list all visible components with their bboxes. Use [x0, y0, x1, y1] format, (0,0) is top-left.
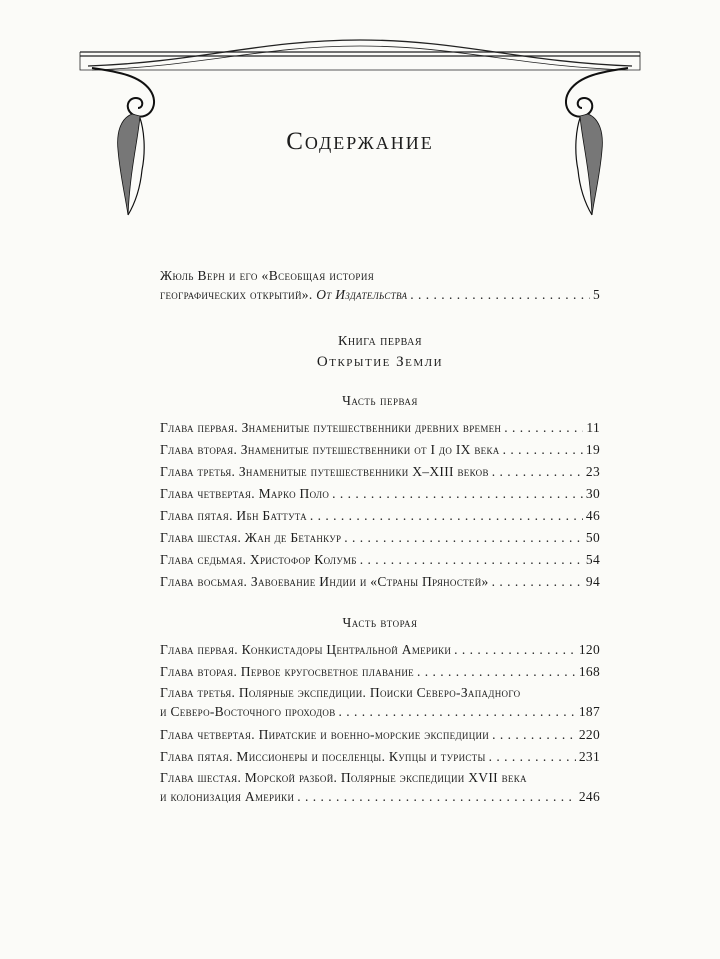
toc-entry	[160, 549, 600, 571]
leader-dots	[360, 549, 583, 571]
leader-dots	[504, 417, 583, 439]
leader-dots	[489, 746, 576, 768]
entry-title: Глава седьмая. Христофор Колумб	[160, 552, 357, 567]
toc-entry	[160, 417, 600, 439]
table-of-contents	[160, 266, 600, 809]
leader-dots	[492, 571, 583, 593]
leader-dots	[310, 505, 583, 527]
entry-title: Глава первая. Конкистадоры Центральной Америки	[160, 642, 452, 657]
toc-entry-multiline	[160, 683, 600, 721]
entry-title: Глава вторая. Знаменитые путешественники от I до IX века	[160, 442, 500, 457]
toc-entry-multiline	[160, 768, 600, 806]
toc-entry	[160, 639, 600, 661]
leader-dots	[332, 483, 583, 505]
page-number: 168	[578, 664, 600, 679]
leader-dots	[417, 661, 576, 683]
toc-intro-entry	[160, 266, 600, 304]
page-number: 94	[585, 574, 600, 589]
toc-entry	[160, 527, 600, 549]
part-1-label: Часть первая	[342, 393, 418, 408]
intro-line-2	[160, 285, 600, 304]
entry-title-line-2	[160, 702, 600, 721]
page-number: 11	[586, 420, 600, 435]
part-1-entries	[160, 417, 600, 593]
intro-text: географических открытий».	[160, 287, 317, 302]
page-number: 246	[578, 789, 600, 804]
page-number: 30	[585, 486, 600, 501]
entry-title-line-2	[160, 787, 600, 806]
entry-title: Глава третья. Знаменитые путешественники X–XIII веков	[160, 464, 489, 479]
entry-title: Глава пятая. Миссионеры и поселенцы. Купцы и туристы	[160, 749, 486, 764]
leader-dots	[492, 724, 576, 746]
toc-entry	[160, 724, 600, 746]
toc-entry	[160, 661, 600, 683]
page-number: 187	[578, 704, 600, 719]
leader-dots	[503, 439, 583, 461]
entry-title: Глава пятая. Ибн Баттута	[160, 508, 307, 523]
leader-dots	[297, 787, 576, 806]
page-number: 50	[585, 530, 600, 545]
intro-line-1: Жюль Верн и его «Всеобщая история	[160, 268, 375, 283]
entry-title: Глава вторая. Первое кругосветное плавание	[160, 664, 414, 679]
toc-entry	[160, 746, 600, 768]
page-number: 23	[585, 464, 600, 479]
page-number: 220	[578, 727, 600, 742]
leader-dots	[492, 461, 583, 483]
toc-entry	[160, 505, 600, 527]
entry-title: Глава первая. Знаменитые путешественники древних времен	[160, 420, 502, 435]
leader-dots	[339, 702, 576, 721]
part-2-entries	[160, 639, 600, 806]
entry-title-line-1: Глава третья. Полярные экспедиции. Поиски Северо-Западного	[160, 685, 521, 700]
page-number: 5	[592, 287, 600, 302]
entry-title: и Северо-Восточного проходов	[160, 704, 336, 719]
page-number: 19	[585, 442, 600, 457]
entry-title: Глава четвертая. Пиратские и военно-морские экспедиции	[160, 727, 490, 742]
toc-entry	[160, 461, 600, 483]
leader-dots	[410, 285, 590, 304]
page-title: Содержание	[286, 128, 434, 155]
toc-entry	[160, 439, 600, 461]
page-number: 120	[578, 642, 600, 657]
entry-title: и колонизация Америки	[160, 789, 295, 804]
leader-dots	[454, 639, 576, 661]
page-number: 54	[585, 552, 600, 567]
entry-title: Глава восьмая. Завоевание Индии и «Страны Пряностей»	[160, 574, 489, 589]
page-number: 231	[578, 749, 600, 764]
entry-title-line-1: Глава шестая. Морской разбой. Полярные экспедиции XVII века	[160, 770, 527, 785]
toc-entry	[160, 483, 600, 505]
book-label: Книга первая	[337, 334, 423, 349]
leader-dots	[344, 527, 583, 549]
entry-title: Глава четвертая. Марко Поло	[160, 486, 330, 501]
part-2-label: Часть вторая	[342, 615, 418, 630]
decorative-frame-ornament	[0, 0, 720, 240]
book-title: Открытие Земли	[316, 354, 444, 370]
page-number: 46	[585, 508, 600, 523]
toc-entry	[160, 571, 600, 593]
entry-title: Глава шестая. Жан де Бетанкур	[160, 530, 342, 545]
intro-italic: От Издательства	[316, 287, 408, 302]
